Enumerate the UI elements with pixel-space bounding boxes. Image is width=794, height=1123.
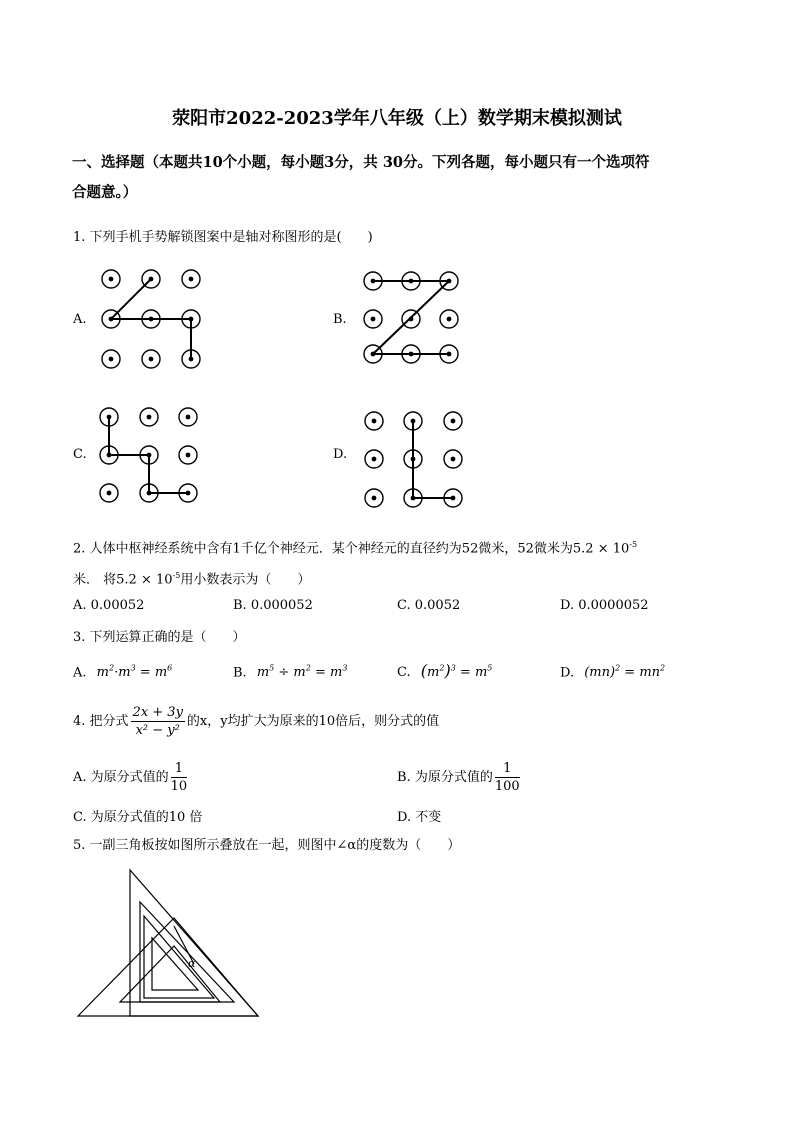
q4-option-a (73, 760, 189, 795)
q3-option-c (397, 661, 492, 680)
q4-stem (73, 704, 439, 739)
q1-stem: 1. 下列手机手势解锁图案中是轴对称图形的是( ) (73, 230, 373, 245)
q3-stem: 3. 下列运算正确的是（ ） (73, 630, 246, 645)
q5-stem: 5. 一副三角板按如图所示叠放在一起，则图中∠α的度数为（ ） (73, 838, 461, 853)
q4-denominator: x² − y² (135, 723, 180, 738)
q1-option-c-label: C. (73, 447, 87, 462)
q1-option-d-label: D. (333, 447, 348, 462)
q2-exponent-1: -5 (629, 540, 638, 549)
q2-stem-line2-post: 用小数表示为（ ） (180, 572, 311, 588)
q4-option-b-denominator: 100 (494, 779, 520, 794)
q2-option-b: B. 0.000052 (233, 598, 313, 613)
q4-option-d: D. 不变 (397, 810, 442, 825)
q4-option-b (397, 760, 522, 795)
q2-stem-line2 (73, 566, 310, 590)
q3-option-d (560, 664, 665, 680)
alpha-label: α (188, 957, 196, 970)
q4-numerator: 2x + 3y (132, 705, 183, 720)
unlock-pattern-d (355, 402, 485, 517)
q2-stem-line2-pre: 米． 将5.2 × 10 (73, 572, 173, 588)
q2-stem-line1-text: 2. 人体中枢神经系统中含有1千亿个神经元．某个神经元的直径约为52微米，52微米为5.2 × 10 (73, 541, 630, 557)
q4-option-c: C. 为原分式值的10 倍 (73, 810, 203, 825)
q3-option-b-expression: $m^5 \div m^2 = m^3$ (256, 664, 348, 681)
unlock-pattern-a (90, 262, 220, 377)
q2-exponent-2: -5 (172, 571, 181, 580)
q3-option-d-expression: $(mn)^2 = mn^2$ (584, 664, 666, 681)
q3-option-c-label: C. (397, 665, 411, 680)
q4-stem-post: 的x，y均扩大为原来的10倍后，则分式的值 (186, 714, 440, 729)
q3-option-a-label: A. (73, 665, 87, 681)
q4-fraction (131, 704, 185, 739)
q4-option-b-text: B. 为原分式值的 (397, 770, 493, 785)
section-heading-line2: 合题意。） (72, 184, 138, 201)
q1-option-a-label: A. (73, 312, 87, 327)
q3-option-c-expression: $(m^2)^3 = m^5$ (420, 661, 493, 680)
q2-option-d: D. 0.0000052 (560, 598, 649, 613)
q3-option-a-expression: $m^2\cdot m^3 = m^6$ (96, 664, 173, 681)
q2-option-c: C. 0.0052 (397, 598, 461, 613)
triangle-rulers-figure (74, 866, 264, 1021)
q4-option-a-denominator: 10 (170, 779, 188, 794)
section-heading-line1: 一、选择题（本题共10个小题，每小题3分，共 30分。下列各题，每小题只有一个选项符 (72, 154, 650, 171)
q2-stem-line1 (73, 535, 637, 559)
q3-option-d-label: D. (560, 665, 575, 681)
q3-option-b-label: B. (233, 665, 247, 681)
q4-option-a-numerator: 1 (171, 760, 188, 778)
q4-option-b-numerator: 1 (495, 760, 520, 778)
q4-stem-pre: 4. 把分式 (73, 714, 129, 729)
q3-option-b (233, 664, 347, 680)
q2-option-a: A. 0.00052 (73, 598, 145, 613)
unlock-pattern-b (352, 262, 482, 377)
q4-option-a-text: A. 为原分式值的 (73, 770, 169, 785)
q4-option-a-fraction (171, 760, 188, 795)
page-title: 荥阳市2022-2023学年八年级（上）数学期末模拟测试 (172, 108, 622, 129)
q1-option-b-label: B. (333, 312, 347, 327)
unlock-pattern-c (90, 398, 220, 513)
q3-option-a (73, 664, 172, 680)
q4-option-b-fraction (495, 760, 520, 795)
